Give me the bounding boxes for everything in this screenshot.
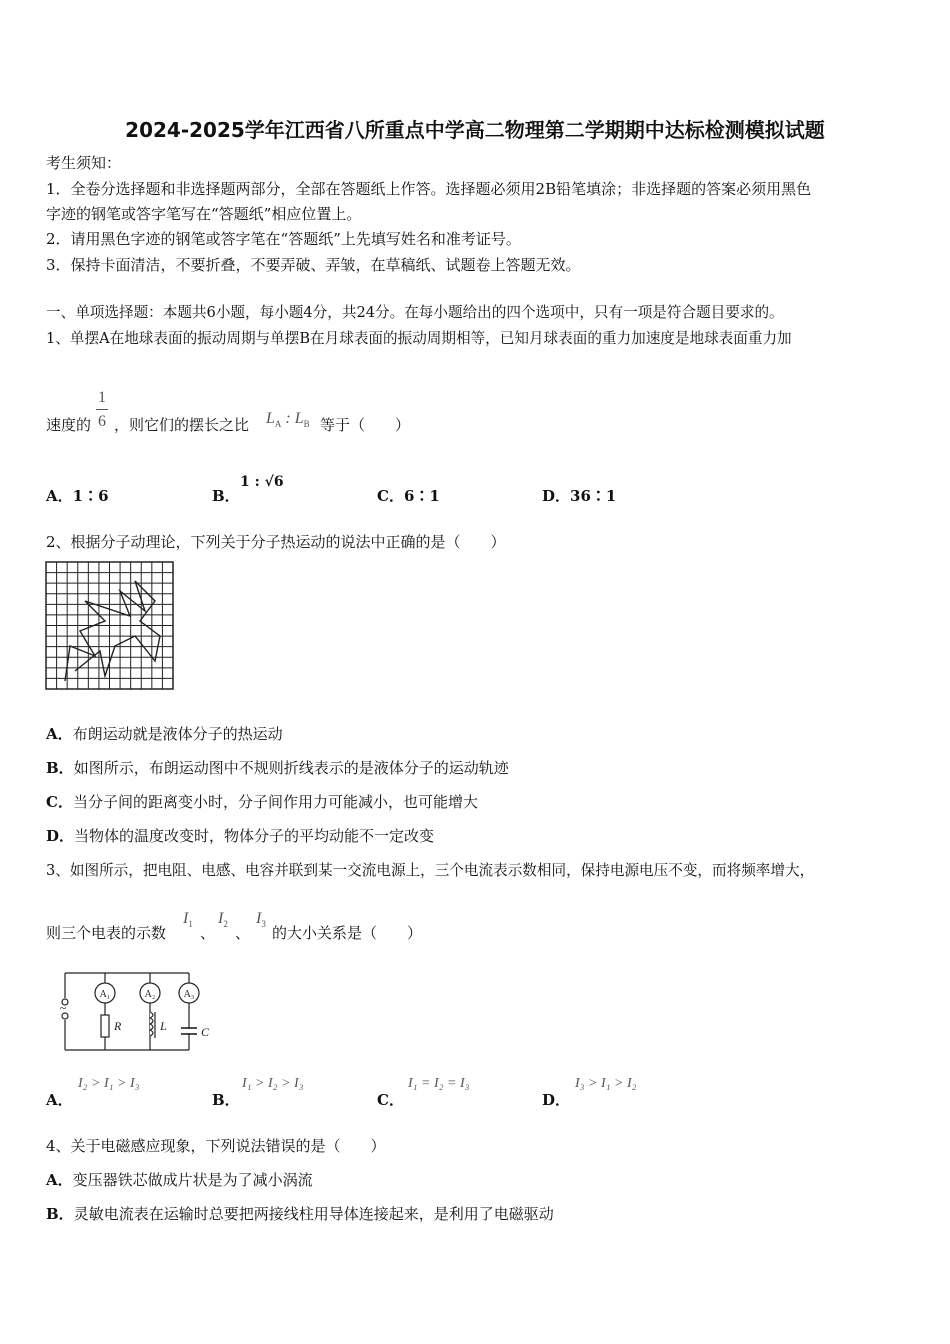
q4-stem: 4、关于电磁感应现象，下列说法错误的是（ ） bbox=[46, 1137, 386, 1155]
fraction-bar bbox=[96, 409, 108, 410]
resistor-label: R bbox=[114, 1019, 122, 1033]
option-b[interactable]: B． bbox=[212, 487, 240, 505]
option-b-text: I₁ > I₂ > I₃ bbox=[242, 1076, 304, 1091]
option-c[interactable]: C．6∶1 bbox=[377, 487, 440, 505]
ammeter-a2: A₂ bbox=[144, 989, 156, 1000]
option-a[interactable]: A． bbox=[46, 1091, 73, 1109]
option-d[interactable]: D．36∶1 bbox=[542, 487, 617, 505]
option-d[interactable]: D． bbox=[542, 1091, 571, 1109]
q3-stem-part: 的大小关系是（ ） bbox=[272, 924, 423, 942]
fraction-numerator: 1 bbox=[98, 389, 106, 406]
q1-stem-part: ，则它们的摆长之比 bbox=[114, 416, 250, 434]
ac-source-label: ~ bbox=[59, 1001, 67, 1015]
page-title: 2024-2025学年江西省八所重点中学高二物理第二学期期中达标检测模拟试题 bbox=[125, 118, 825, 142]
ammeter-a1: A₁ bbox=[99, 989, 111, 1000]
q1-stem-part: 速度的 bbox=[46, 416, 92, 434]
current-i1: $I_1$ bbox=[183, 910, 193, 929]
option-a-text: I₂ > I₁ > I₃ bbox=[78, 1076, 140, 1091]
inductor-label: L bbox=[160, 1019, 167, 1033]
rlc-circuit-diagram bbox=[55, 968, 225, 1056]
q1-stem: 1、单摆A在地球表面的振动周期与单摆B在月球表面的振动周期相等，已知月球表面的重力加速度是地球表面重力加 bbox=[46, 330, 792, 347]
q1-stem-part: 等于（ ） bbox=[320, 416, 411, 434]
option-b-text: 1 : √6 bbox=[240, 474, 284, 490]
length-ratio: $L_A$ : $L_B$ bbox=[266, 410, 310, 429]
notice-item: 字迹的钢笔或答字笔写在“答题纸”相应位置上。 bbox=[46, 205, 362, 223]
option-a[interactable]: A．布朗运动就是液体分子的热运动 bbox=[46, 725, 283, 743]
option-c[interactable]: C． bbox=[377, 1091, 404, 1109]
separator: 、 bbox=[235, 924, 251, 942]
option-c-text: I₁ = I₂ = I₃ bbox=[408, 1076, 470, 1091]
option-b[interactable]: B． bbox=[212, 1091, 240, 1109]
section-heading: 一、单项选择题：本题共6小题，每小题4分，共24分。在每小题给出的四个选项中，只有一项是符合题目要求的。 bbox=[46, 304, 784, 321]
option-b[interactable]: B．灵敏电流表在运输时总要把两接线柱用导体连接起来，是利用了电磁驱动 bbox=[46, 1205, 554, 1223]
option-c[interactable]: C．当分子间的距离变小时，分子间作用力可能减小，也可能增大 bbox=[46, 793, 478, 811]
separator: 、 bbox=[200, 924, 216, 942]
option-b[interactable]: B．如图所示，布朗运动图中不规则折线表示的是液体分子的运动轨迹 bbox=[46, 759, 509, 777]
option-d-text: I₃ > I₁ > I₂ bbox=[575, 1076, 637, 1091]
q3-stem-part: 则三个电表的示数 bbox=[46, 924, 167, 942]
notice-item: 3．保持卡面清洁，不要折叠，不要弄破、弄皱，在草稿纸、试题卷上答题无效。 bbox=[46, 256, 581, 274]
capacitor-label: C bbox=[201, 1025, 210, 1039]
notice-heading: 考生须知： bbox=[46, 154, 122, 172]
notice-item: 2．请用黑色字迹的钢笔或答字笔在“答题纸”上先填写姓名和准考证号。 bbox=[46, 230, 521, 248]
q3-stem: 3、如图所示，把电阻、电感、电容并联到某一交流电源上，三个电流表示数相同，保持电源电压不变，而将频率增大， bbox=[46, 862, 815, 879]
q2-stem: 2、根据分子动理论，下列关于分子热运动的说法中正确的是（ ） bbox=[46, 533, 506, 551]
option-a[interactable]: A．变压器铁芯做成片状是为了减小涡流 bbox=[46, 1171, 313, 1189]
option-d[interactable]: D．当物体的温度改变时，物体分子的平均动能不一定改变 bbox=[46, 827, 435, 845]
current-i2: $I_2$ bbox=[218, 910, 228, 929]
current-i3: $I_3$ bbox=[256, 910, 266, 929]
fraction-denominator: 6 bbox=[98, 413, 106, 430]
notice-item: 1．全卷分选择题和非选择题两部分，全部在答题纸上作答。选择题必须用2B铅笔填涂；非选择题的答案必须用黑色 bbox=[46, 180, 812, 198]
brownian-motion-figure bbox=[45, 561, 175, 691]
option-a[interactable]: A．1∶6 bbox=[46, 487, 109, 505]
ammeter-a3: A₃ bbox=[183, 989, 195, 1000]
